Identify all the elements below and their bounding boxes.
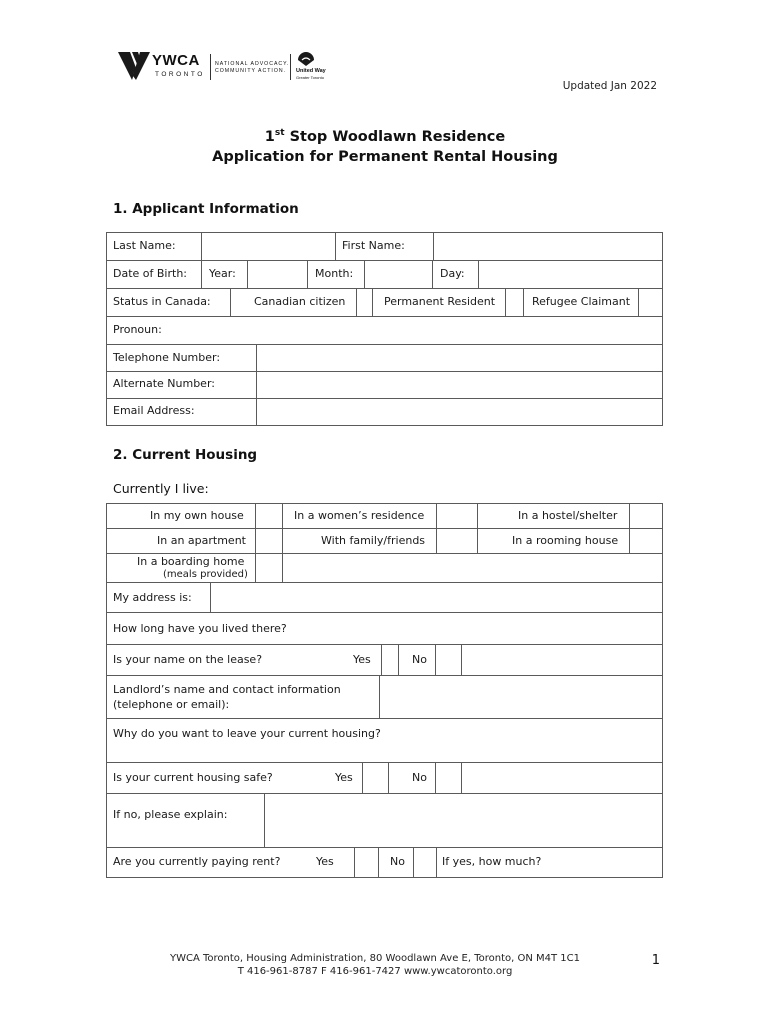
permanent-resident-label: Permanent Resident [384, 295, 496, 308]
currently-live-label: Currently I live: [113, 481, 209, 496]
logo-org-city: TORONTO [155, 71, 205, 78]
footer-address: YWCA Toronto, Housing Administration, 80 Woodlawn Ave E, Toronto, ON M4T 1C1 [170, 953, 580, 964]
own-house-checkbox[interactable] [256, 504, 281, 528]
apartment-checkbox[interactable] [256, 529, 281, 553]
section2-heading: 2. Current Housing [113, 447, 258, 463]
last-name-field[interactable] [202, 233, 334, 260]
month-field[interactable] [365, 261, 431, 288]
partner-name: United Way [296, 68, 326, 74]
address-label: My address is: [113, 591, 192, 604]
status-label: Status in Canada: [113, 295, 211, 308]
ywca-logo [118, 46, 358, 88]
alternate-number-label: Alternate Number: [113, 377, 215, 390]
logo-org-name: YWCA [152, 52, 200, 69]
address-field[interactable] [211, 583, 661, 612]
form-title-line1: 1st Stop Woodlawn Residence [264, 128, 506, 145]
rent-no-label: No [390, 855, 405, 868]
telephone-field[interactable] [257, 345, 661, 371]
lease-no-checkbox[interactable] [436, 645, 460, 675]
month-label: Month: [315, 267, 354, 280]
hostel-checkbox[interactable] [630, 504, 661, 528]
page-number: 1 [651, 953, 660, 968]
womens-residence-label: In a women’s residence [294, 509, 425, 522]
pronoun-label: Pronoun: [113, 323, 162, 336]
lease-no-label: No [412, 653, 427, 666]
rent-yes-label: Yes [316, 855, 334, 868]
telephone-label: Telephone Number: [113, 351, 221, 364]
safe-yes-label: Yes [335, 771, 353, 784]
family-friends-checkbox[interactable] [437, 529, 476, 553]
paying-rent-label: Are you currently paying rent? [113, 855, 281, 868]
why-leave-label: Why do you want to leave your current housing? [113, 727, 381, 740]
womens-residence-checkbox[interactable] [437, 504, 476, 528]
why-leave-field[interactable] [107, 740, 661, 762]
united-way-hand-icon [298, 52, 314, 66]
first-name-label: First Name: [342, 239, 405, 252]
how-much-field[interactable] [550, 848, 661, 877]
dob-label: Date of Birth: [113, 267, 188, 280]
own-house-label: In my own house [150, 509, 244, 522]
rooming-house-label: In a rooming house [512, 534, 619, 547]
updated-date: Updated Jan 2022 [562, 80, 657, 92]
logo-tagline-2: COMMUNITY ACTION. [215, 68, 287, 74]
safe-no-label: No [412, 771, 427, 784]
boarding-home-label: In a boarding home [137, 555, 245, 568]
partner-region: Greater Toronto [296, 75, 324, 80]
email-field[interactable] [257, 399, 661, 425]
boarding-home-checkbox[interactable] [256, 554, 281, 582]
email-label: Email Address: [113, 404, 195, 417]
how-long-field[interactable] [300, 613, 661, 644]
logo-tagline-1: NATIONAL ADVOCACY. [215, 61, 290, 67]
year-field[interactable] [248, 261, 306, 288]
explain-field[interactable] [265, 794, 661, 847]
last-name-label: Last Name: [113, 239, 176, 252]
canadian-citizen-label: Canadian citizen [254, 295, 346, 308]
rent-no-checkbox[interactable] [414, 848, 435, 877]
safe-yes-checkbox[interactable] [363, 763, 387, 793]
meals-provided-label: (meals provided) [163, 569, 248, 580]
alternate-number-field[interactable] [257, 372, 661, 398]
how-much-label: If yes, how much? [442, 855, 542, 868]
hostel-label: In a hostel/shelter [518, 509, 618, 522]
form-title-line2: Application for Permanent Rental Housing [212, 149, 558, 165]
safe-label: Is your current housing safe? [113, 771, 273, 784]
explain-label: If no, please explain: [113, 808, 228, 821]
lease-label: Is your name on the lease? [113, 653, 263, 666]
day-field[interactable] [479, 261, 661, 288]
section1-heading: 1. Applicant Information [113, 201, 299, 217]
ywca-logo-mark-icon [118, 50, 150, 84]
year-label: Year: [209, 267, 236, 280]
refugee-claimant-label: Refugee Claimant [532, 295, 631, 308]
pronoun-field[interactable] [200, 317, 661, 344]
refugee-claimant-checkbox[interactable] [639, 289, 661, 316]
rent-yes-checkbox[interactable] [355, 848, 377, 877]
apartment-label: In an apartment [157, 534, 246, 547]
canadian-citizen-checkbox[interactable] [357, 289, 371, 316]
lease-yes-label: Yes [353, 653, 371, 666]
landlord-label-line2: (telephone or email): [113, 698, 230, 711]
first-name-field[interactable] [434, 233, 661, 260]
rooming-house-checkbox[interactable] [630, 529, 661, 553]
how-long-label: How long have you lived there? [113, 622, 287, 635]
landlord-field[interactable] [380, 676, 661, 718]
family-friends-label: With family/friends [321, 534, 426, 547]
safe-no-checkbox[interactable] [436, 763, 460, 793]
landlord-label-line1: Landlord’s name and contact information [113, 683, 341, 696]
permanent-resident-checkbox[interactable] [506, 289, 522, 316]
day-label: Day: [440, 267, 465, 280]
lease-yes-checkbox[interactable] [382, 645, 397, 675]
footer-contact: T 416-961-8787 F 416-961-7427 www.ywcatoronto.org [237, 966, 513, 977]
